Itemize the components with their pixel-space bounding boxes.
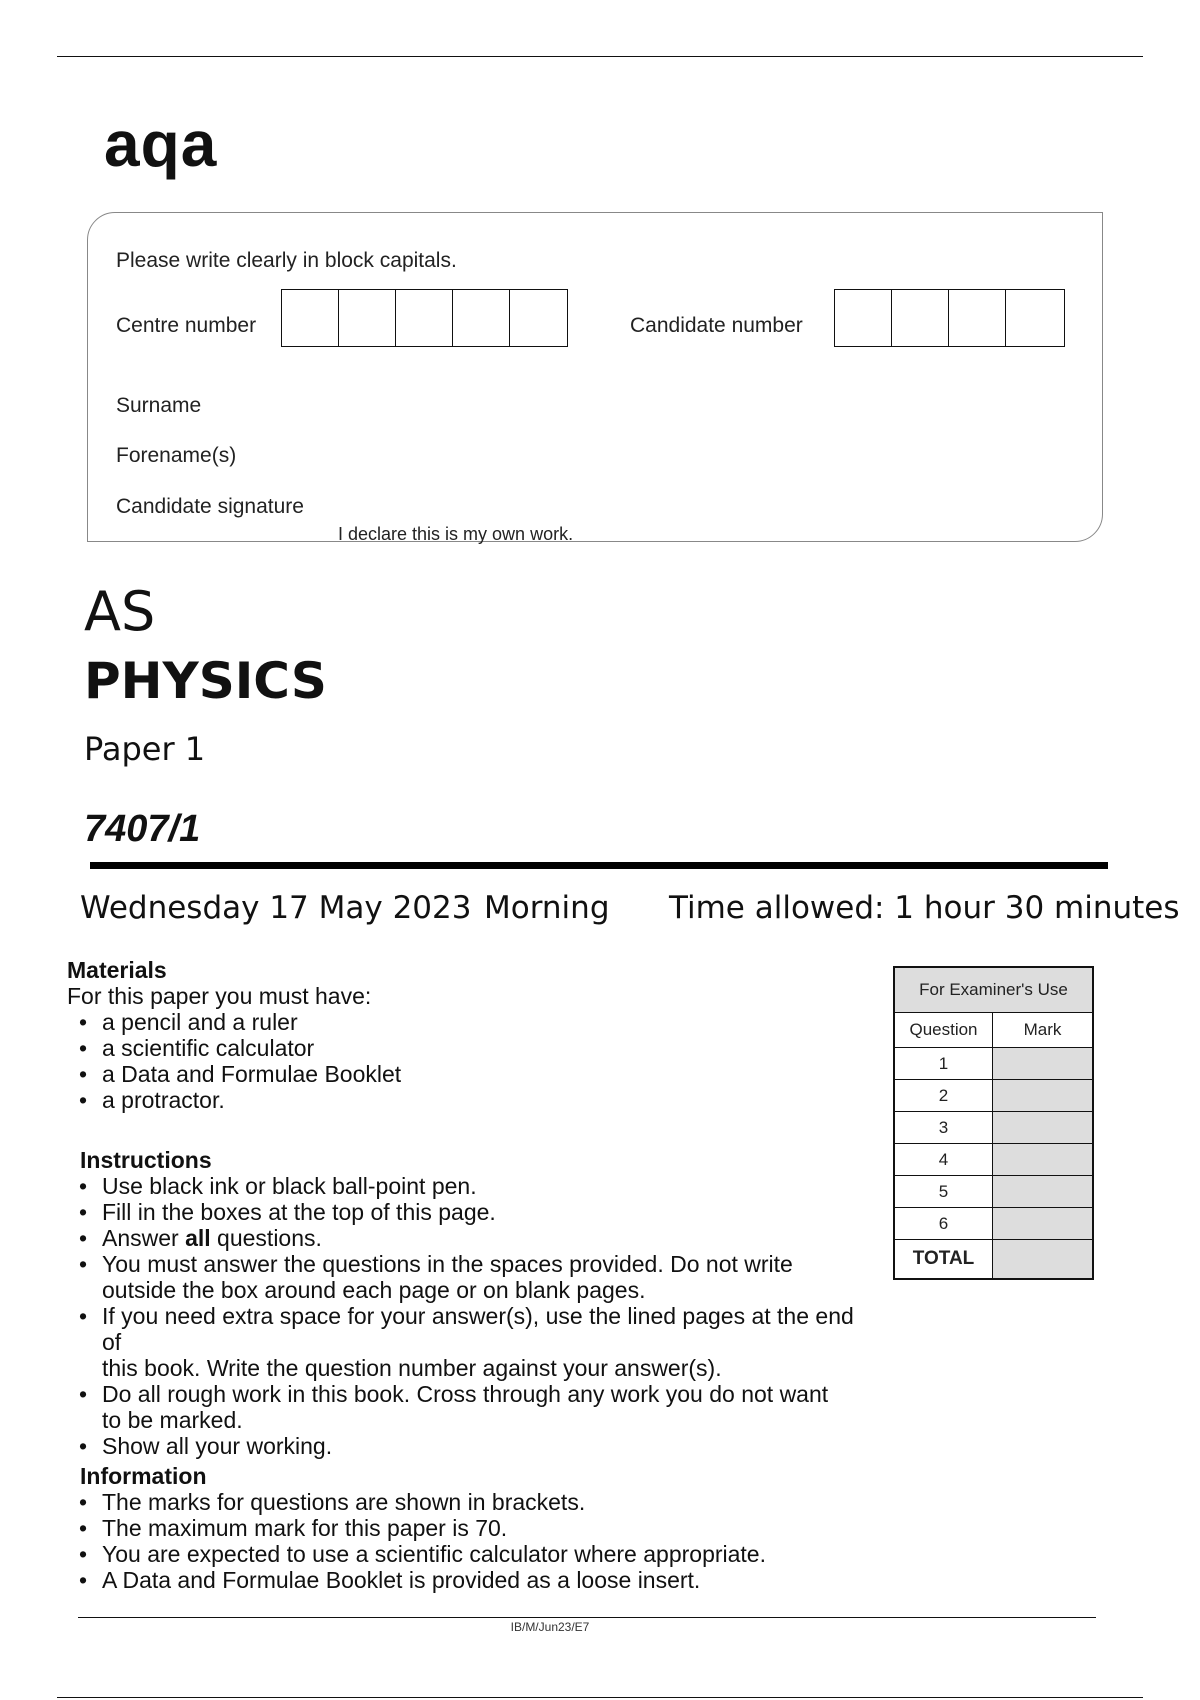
mark-cell <box>993 1112 1094 1144</box>
mark-cell <box>993 1048 1094 1080</box>
subject-title: PHYSICS <box>84 652 327 710</box>
question-number: 3 <box>894 1112 993 1144</box>
information-heading: Information <box>80 1463 207 1489</box>
materials-intro: For this paper you must have: <box>67 983 372 1009</box>
candidate-digit-box[interactable] <box>892 290 949 346</box>
instruction-emphasis: all <box>185 1225 211 1251</box>
centre-digit-box[interactable] <box>396 290 453 346</box>
candidate-digit-box[interactable] <box>835 290 892 346</box>
top-rule <box>57 56 1143 57</box>
materials-section <box>67 957 827 1113</box>
instruction-text: Answer <box>102 1225 186 1251</box>
footer-rule <box>78 1617 1096 1618</box>
materials-item: • a pencil and a ruler <box>67 1009 827 1035</box>
mark-cell <box>993 1176 1094 1208</box>
candidate-digit-box[interactable] <box>1006 290 1063 346</box>
exam-date: Wednesday 17 May 2023 <box>80 890 472 926</box>
bottom-rule <box>57 1697 1143 1698</box>
instruction-item: • Use black ink or black ball-point pen. <box>67 1173 877 1199</box>
instruction-text: this book. Write the question number against your answer(s). <box>102 1355 722 1381</box>
centre-number-label: Centre number <box>116 314 257 337</box>
instruction-item <box>67 1303 877 1381</box>
question-number: 4 <box>894 1144 993 1176</box>
instruction-item <box>67 1251 877 1303</box>
question-number: 2 <box>894 1080 993 1112</box>
candidate-number-field[interactable] <box>834 289 1065 347</box>
candidate-number-label: Candidate number <box>630 314 803 337</box>
paper-reference: IB/M/Jun23/E7 <box>510 1620 590 1634</box>
question-number: 6 <box>894 1208 993 1240</box>
instruction-item: • Fill in the boxes at the top of this page. <box>67 1199 877 1225</box>
instruction-text: to be marked. <box>102 1407 243 1433</box>
qualification-level: AS <box>84 580 156 643</box>
instruction-item <box>67 1225 877 1251</box>
instruction-text: Do all rough work in this book. Cross through any work you do not want <box>102 1381 829 1407</box>
centre-number-field[interactable] <box>281 289 568 347</box>
declaration-text: I declare this is my own work. <box>338 524 574 544</box>
section-divider <box>90 862 1108 869</box>
instruction-item <box>67 1381 877 1433</box>
surname-label: Surname <box>116 394 202 417</box>
materials-item: • a protractor. <box>67 1087 827 1113</box>
information-item: • The marks for questions are shown in brackets. <box>67 1489 867 1515</box>
forename-label: Forename(s) <box>116 444 237 467</box>
materials-item: • a scientific calculator <box>67 1035 827 1061</box>
centre-digit-box[interactable] <box>510 290 567 346</box>
instruction-item: • Show all your working. <box>67 1433 877 1459</box>
materials-item: • a Data and Formulae Booklet <box>67 1061 827 1087</box>
signature-label: Candidate signature <box>116 495 304 518</box>
instruction-text: If you need extra space for your answer(s), use the lined pages at the end of <box>102 1303 854 1355</box>
mark-cell <box>993 1208 1094 1240</box>
total-label: TOTAL <box>894 1240 993 1280</box>
instruction-text: outside the box around each page or on blank pages. <box>102 1277 646 1303</box>
information-item: • You are expected to use a scientific calculator where appropriate. <box>67 1541 867 1567</box>
centre-digit-box[interactable] <box>282 290 339 346</box>
paper-code: 7407/1 <box>84 808 201 850</box>
paper-number: Paper 1 <box>84 730 206 768</box>
examiner-use-table <box>893 966 1094 1280</box>
block-capitals-instruction: Please write clearly in block capitals. <box>116 249 457 272</box>
centre-digit-box[interactable] <box>339 290 396 346</box>
instructions-heading: Instructions <box>80 1147 212 1173</box>
instruction-text: You must answer the questions in the spaces provided. Do not write <box>102 1251 793 1277</box>
centre-digit-box[interactable] <box>453 290 510 346</box>
materials-heading: Materials <box>67 957 167 983</box>
exam-session: Morning <box>484 890 610 926</box>
question-number: 1 <box>894 1048 993 1080</box>
mark-cell <box>993 1080 1094 1112</box>
mark-cell <box>993 1144 1094 1176</box>
information-section <box>67 1463 867 1593</box>
information-item: • The maximum mark for this paper is 70. <box>67 1515 867 1541</box>
time-allowed: Time allowed: 1 hour 30 minutes <box>669 890 1180 926</box>
aqa-logo: aqa <box>104 108 218 180</box>
examiner-table-title: For Examiner's Use <box>894 967 1093 1013</box>
mark-column-header: Mark <box>993 1013 1094 1048</box>
instructions-section <box>67 1147 877 1459</box>
candidate-digit-box[interactable] <box>949 290 1006 346</box>
total-mark-cell <box>993 1240 1094 1280</box>
instruction-text: questions. <box>210 1225 322 1251</box>
information-item: • A Data and Formulae Booklet is provided as a loose insert. <box>67 1567 867 1593</box>
question-column-header: Question <box>894 1013 993 1048</box>
question-number: 5 <box>894 1176 993 1208</box>
